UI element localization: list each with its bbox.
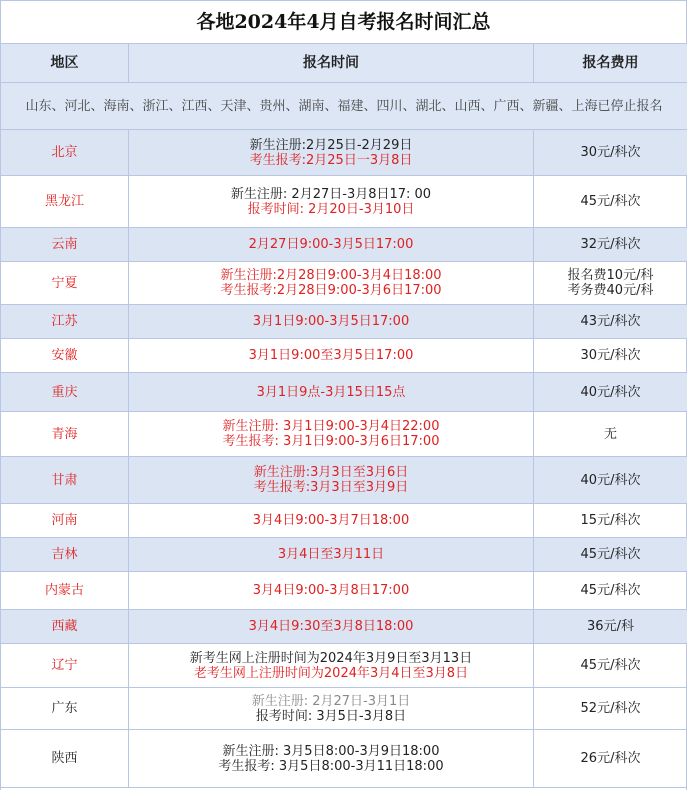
time-line: 考生报考:2月25日一3月8日 bbox=[249, 152, 413, 168]
registration-table bbox=[0, 43, 687, 788]
header-time: 报名时间 bbox=[129, 44, 534, 83]
table-row bbox=[1, 457, 687, 504]
region-cell: 辽宁 bbox=[1, 644, 129, 688]
fee-cell bbox=[534, 262, 687, 305]
fee-line: 考务费40元/科 bbox=[567, 283, 654, 298]
time-line: 3月1日9:00至3月5日17:00 bbox=[248, 348, 414, 363]
region-cell: 广东 bbox=[1, 688, 129, 730]
region-cell: 重庆 bbox=[1, 373, 129, 412]
fee-cell bbox=[534, 730, 687, 788]
table-row bbox=[1, 228, 687, 262]
time-cell bbox=[129, 339, 534, 373]
region-cell: 西藏 bbox=[1, 610, 129, 644]
fee-cell bbox=[534, 644, 687, 688]
time-cell bbox=[129, 504, 534, 538]
region-cell: 青海 bbox=[1, 412, 129, 457]
time-line: 考生报考:2月28日9:00-3月6日17:00 bbox=[220, 283, 442, 298]
fee-line: 报名费10元/科 bbox=[567, 268, 654, 283]
time-cell bbox=[129, 457, 534, 504]
time-line: 新生注册: 3月5日8:00-3月9日18:00 bbox=[222, 743, 440, 759]
table-row bbox=[1, 305, 687, 339]
fee-line: 45元/科次 bbox=[580, 658, 641, 673]
table-row bbox=[1, 572, 687, 610]
time-cell bbox=[129, 610, 534, 644]
fee-line: 32元/科次 bbox=[580, 237, 641, 252]
fee-cell bbox=[534, 504, 687, 538]
fee-cell bbox=[534, 538, 687, 572]
time-cell bbox=[129, 305, 534, 339]
time-line: 新生注册: 2月27日-3月1日 bbox=[251, 693, 411, 709]
time-line: 3月4日至3月11日 bbox=[277, 547, 385, 562]
time-line: 新生注册:2月25日-2月29日 bbox=[249, 137, 413, 153]
fee-line: 43元/科次 bbox=[580, 314, 641, 329]
time-cell bbox=[129, 130, 534, 176]
notice-row bbox=[1, 83, 687, 130]
page-title: 各地2024年4月自考报名时间汇总 bbox=[1, 0, 686, 43]
fee-cell bbox=[534, 228, 687, 262]
fee-line: 45元/科次 bbox=[580, 583, 641, 598]
table-row bbox=[1, 538, 687, 572]
time-cell bbox=[129, 373, 534, 412]
fee-line: 52元/科次 bbox=[580, 701, 641, 716]
fee-line: 30元/科次 bbox=[580, 145, 641, 160]
region-cell: 陕西 bbox=[1, 730, 129, 788]
fee-line: 45元/科次 bbox=[580, 547, 641, 562]
region-cell: 甘肃 bbox=[1, 457, 129, 504]
fee-cell bbox=[534, 373, 687, 412]
time-line: 新生注册: 2月27日-3月8日17: 00 bbox=[230, 186, 432, 202]
time-line: 新生注册:3月3日至3月6日 bbox=[253, 465, 409, 480]
fee-cell bbox=[534, 412, 687, 457]
table-row bbox=[1, 339, 687, 373]
table-row bbox=[1, 176, 687, 228]
time-line: 3月4日9:00-3月8日17:00 bbox=[252, 583, 410, 598]
time-line: 报考时间: 2月20日-3月10日 bbox=[247, 201, 415, 217]
fee-cell bbox=[534, 457, 687, 504]
region-cell: 宁夏 bbox=[1, 262, 129, 305]
fee-line: 26元/科次 bbox=[580, 751, 641, 766]
time-line: 新生注册: 3月1日9:00-3月4日22:00 bbox=[222, 419, 440, 434]
time-cell bbox=[129, 730, 534, 788]
fee-line: 30元/科次 bbox=[580, 348, 641, 363]
table-row bbox=[1, 130, 687, 176]
fee-cell bbox=[534, 305, 687, 339]
time-line: 3月1日9:00-3月5日17:00 bbox=[252, 314, 410, 329]
time-line: 3月4日9:30至3月8日18:00 bbox=[248, 619, 414, 634]
time-cell bbox=[129, 688, 534, 730]
time-cell bbox=[129, 176, 534, 228]
time-line: 考生报考: 3月1日9:00-3月6日17:00 bbox=[222, 434, 440, 449]
region-cell: 北京 bbox=[1, 130, 129, 176]
fee-cell bbox=[534, 339, 687, 373]
time-line: 新考生网上注册时间为2024年3月9日至3月13日 bbox=[189, 650, 473, 666]
time-cell bbox=[129, 538, 534, 572]
fee-cell bbox=[534, 610, 687, 644]
fee-line: 36元/科 bbox=[587, 619, 634, 634]
fee-cell bbox=[534, 572, 687, 610]
time-cell bbox=[129, 262, 534, 305]
table-row bbox=[1, 610, 687, 644]
time-cell bbox=[129, 572, 534, 610]
region-cell: 云南 bbox=[1, 228, 129, 262]
time-line: 老考生网上注册时间为2024年3月4日至3月8日 bbox=[193, 665, 469, 681]
time-cell bbox=[129, 644, 534, 688]
fee-line: 40元/科次 bbox=[580, 472, 641, 488]
table-row bbox=[1, 730, 687, 788]
time-line: 考生报考:3月3日至3月9日 bbox=[253, 480, 409, 495]
region-cell: 安徽 bbox=[1, 339, 129, 373]
table-row bbox=[1, 644, 687, 688]
time-line: 3月4日9:00-3月7日18:00 bbox=[252, 513, 410, 528]
table-row bbox=[1, 412, 687, 457]
header-region: 地区 bbox=[1, 44, 129, 83]
stopped-regions-notice: 山东、河北、海南、浙江、江西、天津、贵州、湖南、福建、四川、湖北、山西、广西、新疆、上海已停止报名 bbox=[1, 83, 687, 130]
header-row bbox=[1, 44, 687, 83]
region-cell: 江苏 bbox=[1, 305, 129, 339]
fee-line: 40元/科次 bbox=[580, 384, 641, 400]
time-line: 2月27日9:00-3月5日17:00 bbox=[248, 237, 414, 252]
time-line: 报考时间: 3月5日-3月8日 bbox=[255, 708, 407, 724]
region-cell: 河南 bbox=[1, 504, 129, 538]
time-cell bbox=[129, 412, 534, 457]
time-cell bbox=[129, 228, 534, 262]
header-fee: 报名费用 bbox=[534, 44, 687, 83]
fee-cell bbox=[534, 176, 687, 228]
region-cell: 内蒙古 bbox=[1, 572, 129, 610]
region-cell: 吉林 bbox=[1, 538, 129, 572]
fee-cell bbox=[534, 130, 687, 176]
time-line: 考生报考: 3月5日8:00-3月11日18:00 bbox=[218, 758, 444, 774]
time-line: 3月1日9点-3月15日15点 bbox=[256, 384, 406, 400]
fee-line: 45元/科次 bbox=[580, 194, 641, 209]
table-row bbox=[1, 688, 687, 730]
time-line: 新生注册:2月28日9:00-3月4日18:00 bbox=[220, 268, 442, 283]
table-row bbox=[1, 373, 687, 412]
table-row bbox=[1, 262, 687, 305]
fee-cell bbox=[534, 688, 687, 730]
table-row bbox=[1, 504, 687, 538]
fee-line: 无 bbox=[603, 426, 617, 442]
region-cell: 黑龙江 bbox=[1, 176, 129, 228]
fee-line: 15元/科次 bbox=[580, 513, 641, 528]
